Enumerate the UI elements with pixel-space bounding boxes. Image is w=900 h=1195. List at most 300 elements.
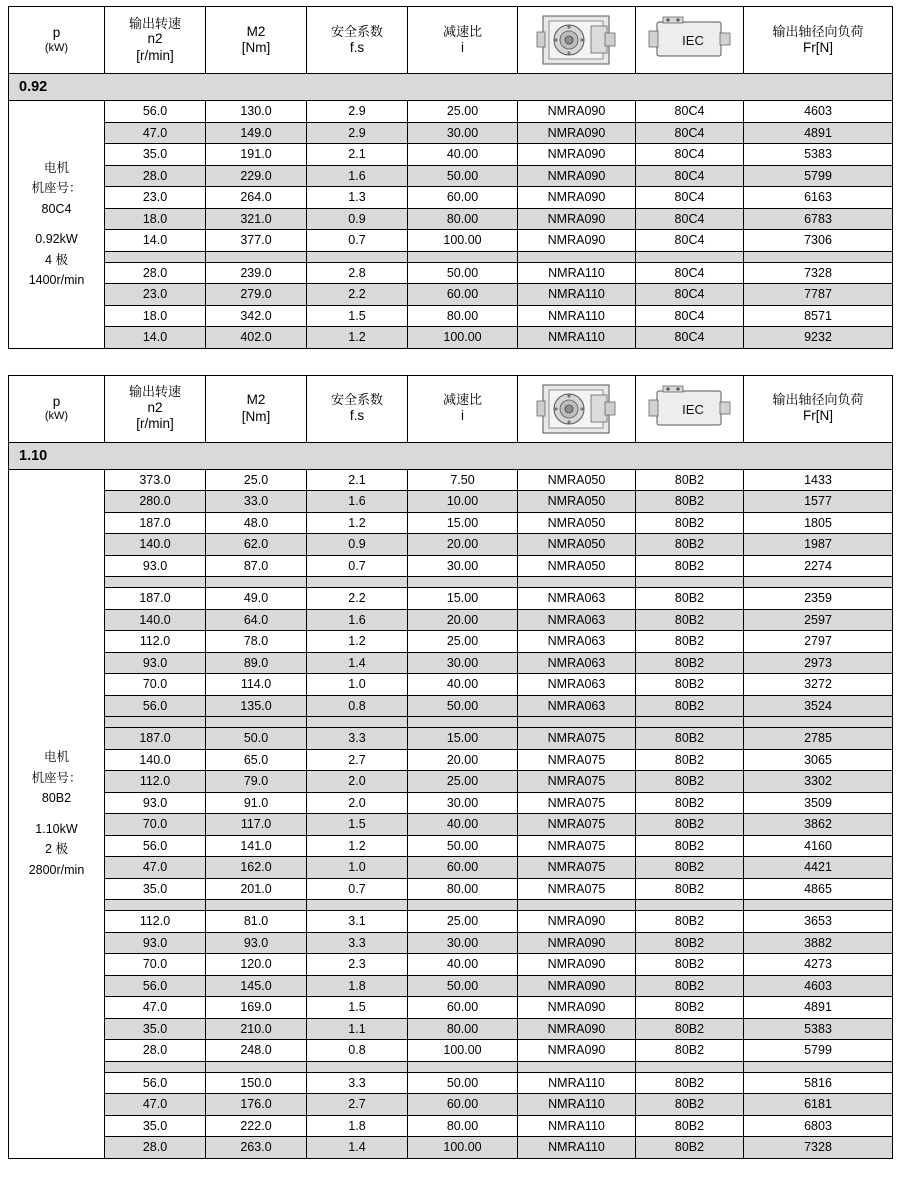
group-separator-row [9,717,893,728]
cell-fs: 3.3 [307,728,408,750]
cell-fr: 3302 [744,771,893,793]
cell-fs: 1.2 [307,835,408,857]
table-row [9,1094,893,1116]
cell-n2: 23.0 [105,284,206,306]
cell-n2: 14.0 [105,327,206,349]
cell-gearbox: NMRA075 [518,835,636,857]
cell-fs: 1.6 [307,609,408,631]
cell-gearbox: NMRA075 [518,771,636,793]
cell-fr: 4891 [744,997,893,1019]
cell-m2: 169.0 [206,997,307,1019]
cell-iec: 80B2 [636,835,744,857]
table-row [9,878,893,900]
cell-fr: 6163 [744,187,893,209]
cell-fs: 1.6 [307,491,408,513]
header-service-factor: 安全系数 f.s [307,7,408,74]
cell-fs: 0.7 [307,878,408,900]
header-ratio: 减速比 i [408,7,518,74]
cell-m2: 176.0 [206,1094,307,1116]
cell-ratio: 30.00 [408,122,518,144]
cell-fs: 0.9 [307,534,408,556]
cell-ratio: 40.00 [408,954,518,976]
cell-n2: 28.0 [105,262,206,284]
cell-n2: 56.0 [105,101,206,123]
motor-line-6: 2800r/min [28,862,85,877]
cell-gearbox: NMRA090 [518,101,636,123]
cell-iec: 80B2 [636,1137,744,1159]
cell-m2: 49.0 [206,588,307,610]
cell-gearbox: NMRA063 [518,588,636,610]
cell-gearbox: NMRA075 [518,792,636,814]
cell-m2: 50.0 [206,728,307,750]
cell-fr: 5799 [744,1040,893,1062]
cell-fr: 2274 [744,555,893,577]
cell-ratio: 7.50 [408,469,518,491]
cell-fr: 6803 [744,1115,893,1137]
motor-line-4: 1.10kW [35,821,78,836]
table-row [9,469,893,491]
cell-gearbox: NMRA090 [518,187,636,209]
cell-m2: 377.0 [206,230,307,252]
cell-n2: 18.0 [105,305,206,327]
motor-line-2: 机座号： [31,181,82,196]
group-separator-row [9,1061,893,1072]
cell-gearbox: NMRA075 [518,728,636,750]
cell-fs: 1.8 [307,975,408,997]
cell-fr: 1805 [744,512,893,534]
header-power: p (kW) [9,375,105,442]
cell-ratio: 100.00 [408,1040,518,1062]
cell-iec: 80C4 [636,144,744,166]
table-row [9,588,893,610]
cell-gearbox: NMRA110 [518,1137,636,1159]
cell-fr: 4160 [744,835,893,857]
cell-fr: 2973 [744,652,893,674]
cell-m2: 402.0 [206,327,307,349]
tables-container [8,6,892,1159]
table-row [9,652,893,674]
cell-gearbox: NMRA090 [518,911,636,933]
cell-gearbox: NMRA063 [518,652,636,674]
cell-gearbox: NMRA110 [518,327,636,349]
spec-table [8,375,893,1159]
header-torque: M2 [Nm] [206,7,307,74]
cell-n2: 93.0 [105,932,206,954]
motor-line-2: 机座号： [31,770,82,785]
table-row [9,749,893,771]
cell-ratio: 10.00 [408,491,518,513]
cell-m2: 321.0 [206,208,307,230]
cell-iec: 80C4 [636,208,744,230]
cell-fs: 2.7 [307,1094,408,1116]
table-row [9,975,893,997]
cell-ratio: 60.00 [408,1094,518,1116]
gearbox-icon [518,11,635,69]
motor-info-cell [9,469,105,1158]
cell-fs: 1.5 [307,997,408,1019]
cell-iec: 80B2 [636,932,744,954]
cell-n2: 35.0 [105,878,206,900]
cell-fs: 0.8 [307,1040,408,1062]
table-row [9,674,893,696]
table-row [9,609,893,631]
cell-n2: 28.0 [105,1137,206,1159]
cell-fs: 1.1 [307,1018,408,1040]
cell-m2: 93.0 [206,932,307,954]
cell-ratio: 50.00 [408,835,518,857]
cell-fs: 1.6 [307,165,408,187]
table-row [9,954,893,976]
cell-m2: 201.0 [206,878,307,900]
cell-m2: 342.0 [206,305,307,327]
cell-m2: 135.0 [206,695,307,717]
cell-ratio: 50.00 [408,695,518,717]
cell-ratio: 25.00 [408,771,518,793]
cell-iec: 80B2 [636,674,744,696]
group-separator-row [9,251,893,262]
cell-n2: 47.0 [105,1094,206,1116]
cell-gearbox: NMRA050 [518,469,636,491]
cell-fs: 2.9 [307,122,408,144]
table-row [9,1018,893,1040]
cell-iec: 80B2 [636,792,744,814]
table-row [9,911,893,933]
table-row [9,327,893,349]
cell-gearbox: NMRA050 [518,512,636,534]
cell-fr: 5799 [744,165,893,187]
header-gearbox [518,375,636,442]
cell-ratio: 30.00 [408,652,518,674]
cell-ratio: 60.00 [408,997,518,1019]
cell-fr: 6783 [744,208,893,230]
cell-ratio: 30.00 [408,932,518,954]
cell-iec: 80C4 [636,101,744,123]
header-torque: M2 [Nm] [206,375,307,442]
cell-m2: 79.0 [206,771,307,793]
cell-m2: 130.0 [206,101,307,123]
cell-fr: 5383 [744,144,893,166]
cell-iec: 80B2 [636,1072,744,1094]
cell-gearbox: NMRA063 [518,695,636,717]
cell-fs: 0.7 [307,555,408,577]
cell-fr: 5383 [744,1018,893,1040]
cell-gearbox: NMRA075 [518,857,636,879]
cell-fr: 1577 [744,491,893,513]
cell-fr: 4273 [744,954,893,976]
cell-n2: 140.0 [105,749,206,771]
cell-fr: 4891 [744,122,893,144]
cell-n2: 18.0 [105,208,206,230]
cell-gearbox: NMRA063 [518,609,636,631]
cell-m2: 64.0 [206,609,307,631]
cell-m2: 117.0 [206,814,307,836]
cell-n2: 140.0 [105,609,206,631]
table-row [9,835,893,857]
cell-fr: 2797 [744,631,893,653]
cell-iec: 80B2 [636,728,744,750]
cell-fr: 3509 [744,792,893,814]
cell-m2: 48.0 [206,512,307,534]
cell-n2: 187.0 [105,512,206,534]
gearbox-icon [518,380,635,438]
cell-n2: 93.0 [105,792,206,814]
cell-ratio: 100.00 [408,327,518,349]
table-row [9,165,893,187]
cell-m2: 149.0 [206,122,307,144]
cell-ratio: 80.00 [408,1115,518,1137]
cell-fr: 7328 [744,1137,893,1159]
table-row [9,1040,893,1062]
cell-fr: 4865 [744,878,893,900]
table-row [9,695,893,717]
cell-gearbox: NMRA050 [518,491,636,513]
cell-gearbox: NMRA050 [518,555,636,577]
cell-fr: 3882 [744,932,893,954]
cell-ratio: 50.00 [408,975,518,997]
group-separator-row [9,577,893,588]
svg-text:IEC: IEC [681,401,704,417]
cell-n2: 93.0 [105,652,206,674]
cell-fs: 2.1 [307,144,408,166]
table-row [9,122,893,144]
cell-ratio: 25.00 [408,911,518,933]
cell-fs: 1.5 [307,814,408,836]
table-row [9,534,893,556]
cell-m2: 78.0 [206,631,307,653]
cell-fs: 1.4 [307,652,408,674]
cell-ratio: 30.00 [408,792,518,814]
header-radial-load: 输出轴径向负荷 Fr[N] [744,7,893,74]
cell-iec: 80B2 [636,695,744,717]
cell-n2: 28.0 [105,1040,206,1062]
cell-m2: 141.0 [206,835,307,857]
cell-fr: 4603 [744,101,893,123]
cell-fs: 2.2 [307,588,408,610]
table-row [9,491,893,513]
cell-n2: 47.0 [105,997,206,1019]
cell-fr: 7306 [744,230,893,252]
cell-fs: 3.1 [307,911,408,933]
cell-fr: 7328 [744,262,893,284]
cell-n2: 56.0 [105,1072,206,1094]
cell-n2: 56.0 [105,975,206,997]
cell-ratio: 15.00 [408,588,518,610]
cell-fs: 1.2 [307,631,408,653]
cell-iec: 80B2 [636,631,744,653]
cell-fs: 2.3 [307,954,408,976]
cell-gearbox: NMRA050 [518,534,636,556]
cell-fr: 1987 [744,534,893,556]
motor-line-1: 电机 [43,160,69,175]
cell-iec: 80B2 [636,749,744,771]
cell-fs: 1.4 [307,1137,408,1159]
spec-table [8,6,893,349]
header-output-speed: 输出转速 n2 [r/min] [105,7,206,74]
cell-ratio: 50.00 [408,1072,518,1094]
cell-n2: 56.0 [105,695,206,717]
cell-ratio: 15.00 [408,728,518,750]
cell-gearbox: NMRA090 [518,230,636,252]
cell-fr: 5816 [744,1072,893,1094]
cell-m2: 89.0 [206,652,307,674]
cell-fs: 2.7 [307,749,408,771]
table-row [9,932,893,954]
table-row [9,305,893,327]
cell-iec: 80B2 [636,555,744,577]
cell-n2: 28.0 [105,165,206,187]
cell-fs: 0.7 [307,230,408,252]
header-service-factor: 安全系数 f.s [307,375,408,442]
motor-line-3: 80C4 [41,201,72,216]
cell-gearbox: NMRA090 [518,932,636,954]
cell-m2: 279.0 [206,284,307,306]
cell-m2: 25.0 [206,469,307,491]
cell-gearbox: NMRA110 [518,305,636,327]
cell-m2: 62.0 [206,534,307,556]
power-band-label: 0.92 [9,74,893,101]
cell-gearbox: NMRA090 [518,1040,636,1062]
cell-gearbox: NMRA090 [518,1018,636,1040]
cell-ratio: 50.00 [408,262,518,284]
cell-iec: 80C4 [636,230,744,252]
cell-iec: 80C4 [636,284,744,306]
iec-motor-icon [636,380,743,438]
cell-iec: 80B2 [636,588,744,610]
table-row [9,230,893,252]
cell-ratio: 15.00 [408,512,518,534]
cell-iec: 80B2 [636,1115,744,1137]
cell-fr: 3524 [744,695,893,717]
motor-line-4: 0.92kW [35,232,78,247]
cell-m2: 162.0 [206,857,307,879]
cell-m2: 33.0 [206,491,307,513]
cell-fs: 2.1 [307,469,408,491]
cell-n2: 56.0 [105,835,206,857]
cell-ratio: 20.00 [408,609,518,631]
cell-fs: 1.2 [307,512,408,534]
cell-m2: 263.0 [206,1137,307,1159]
cell-gearbox: NMRA090 [518,122,636,144]
cell-iec: 80B2 [636,997,744,1019]
cell-fs: 3.3 [307,932,408,954]
cell-m2: 91.0 [206,792,307,814]
cell-fr: 9232 [744,327,893,349]
cell-gearbox: NMRA075 [518,749,636,771]
cell-gearbox: NMRA075 [518,878,636,900]
cell-n2: 35.0 [105,1018,206,1040]
cell-gearbox: NMRA090 [518,997,636,1019]
cell-iec: 80B2 [636,975,744,997]
cell-iec: 80C4 [636,122,744,144]
cell-n2: 280.0 [105,491,206,513]
table-row [9,187,893,209]
cell-fs: 1.3 [307,187,408,209]
header-output-speed: 输出转速 n2 [r/min] [105,375,206,442]
cell-ratio: 100.00 [408,1137,518,1159]
table-row [9,771,893,793]
cell-ratio: 20.00 [408,534,518,556]
cell-fs: 0.9 [307,208,408,230]
cell-n2: 35.0 [105,1115,206,1137]
cell-ratio: 20.00 [408,749,518,771]
header-iec-motor [636,7,744,74]
cell-ratio: 40.00 [408,814,518,836]
header-ratio: 减速比 i [408,375,518,442]
cell-m2: 81.0 [206,911,307,933]
cell-m2: 120.0 [206,954,307,976]
cell-n2: 70.0 [105,954,206,976]
cell-n2: 35.0 [105,144,206,166]
cell-gearbox: NMRA090 [518,954,636,976]
table-row [9,1137,893,1159]
cell-m2: 222.0 [206,1115,307,1137]
cell-iec: 80B2 [636,1094,744,1116]
table-row [9,728,893,750]
cell-m2: 239.0 [206,262,307,284]
cell-fr: 1433 [744,469,893,491]
cell-fs: 1.0 [307,857,408,879]
cell-iec: 80C4 [636,262,744,284]
cell-ratio: 25.00 [408,631,518,653]
cell-ratio: 60.00 [408,857,518,879]
cell-iec: 80B2 [636,491,744,513]
table-row [9,101,893,123]
cell-fs: 2.0 [307,792,408,814]
cell-m2: 87.0 [206,555,307,577]
motor-line-5: 2 极 [45,842,68,856]
table-row [9,631,893,653]
cell-fs: 2.9 [307,101,408,123]
cell-fr: 3272 [744,674,893,696]
cell-fs: 1.5 [307,305,408,327]
cell-m2: 145.0 [206,975,307,997]
cell-n2: 70.0 [105,674,206,696]
table-row [9,555,893,577]
cell-m2: 65.0 [206,749,307,771]
cell-gearbox: NMRA090 [518,144,636,166]
cell-fr: 2597 [744,609,893,631]
cell-gearbox: NMRA110 [518,284,636,306]
cell-fr: 4603 [744,975,893,997]
cell-ratio: 50.00 [408,165,518,187]
cell-ratio: 80.00 [408,305,518,327]
cell-n2: 187.0 [105,728,206,750]
motor-line-5: 4 极 [45,252,68,267]
cell-iec: 80B2 [636,1040,744,1062]
power-band-label: 1.10 [9,442,893,469]
table-row [9,262,893,284]
cell-iec: 80C4 [636,165,744,187]
cell-n2: 23.0 [105,187,206,209]
cell-ratio: 100.00 [408,230,518,252]
cell-ratio: 80.00 [408,208,518,230]
cell-fr: 3065 [744,749,893,771]
cell-iec: 80B2 [636,652,744,674]
motor-line-6: 1400r/min [28,273,85,288]
cell-ratio: 60.00 [408,187,518,209]
cell-gearbox: NMRA090 [518,208,636,230]
cell-iec: 80B2 [636,534,744,556]
cell-n2: 187.0 [105,588,206,610]
motor-line-3: 80B2 [41,791,72,805]
cell-gearbox: NMRA090 [518,975,636,997]
cell-n2: 47.0 [105,857,206,879]
cell-iec: 80C4 [636,327,744,349]
cell-ratio: 80.00 [408,1018,518,1040]
cell-fr: 6181 [744,1094,893,1116]
table-header-row [9,7,893,74]
header-iec-motor [636,375,744,442]
